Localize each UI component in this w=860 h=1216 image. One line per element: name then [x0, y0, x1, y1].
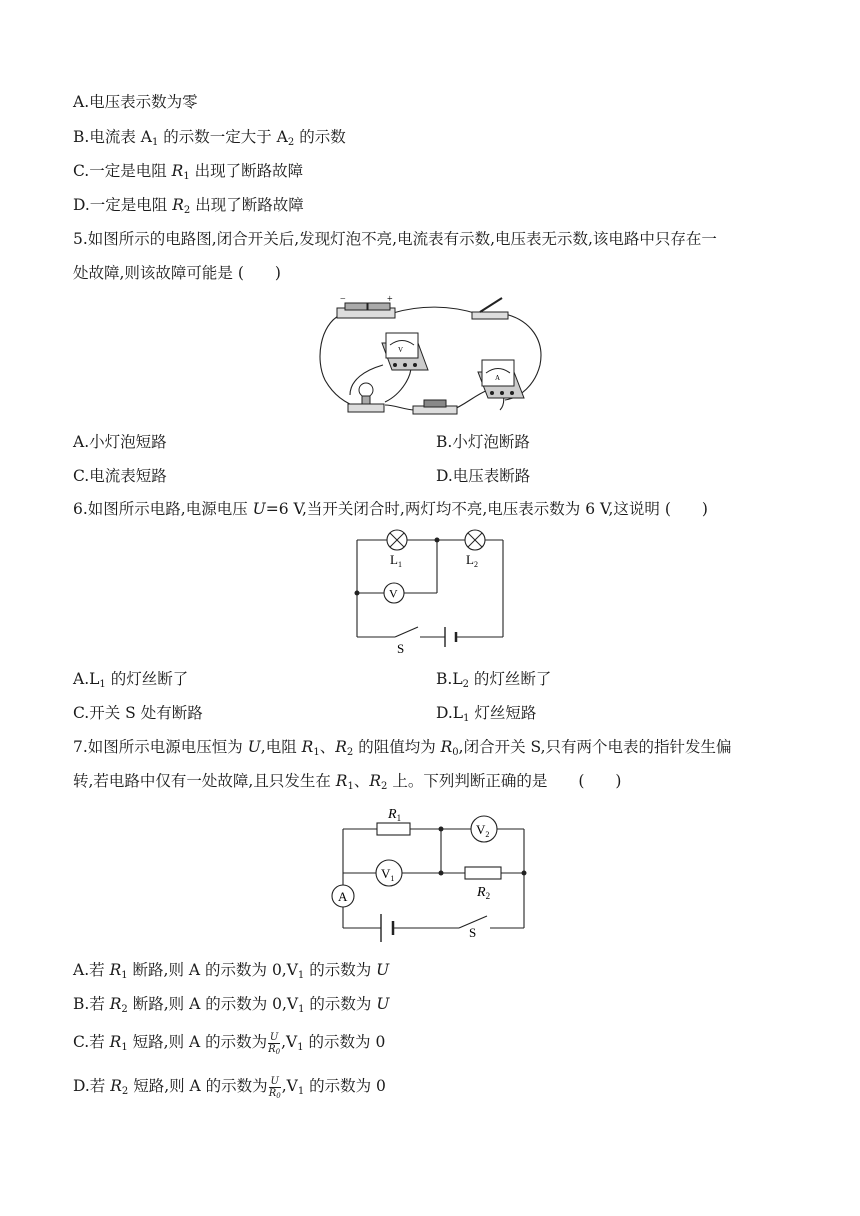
svg-text:V: V: [398, 346, 404, 354]
q7-label-v1: $V_1$: [381, 866, 395, 883]
q6-label-s: S: [397, 641, 405, 656]
q6-label-l2: $L_2$: [466, 552, 478, 569]
q7-label-r2: $R_2$: [477, 885, 491, 901]
q6-option-a: $A.L_1$ 的灯丝断了: [73, 670, 189, 690]
fraction-u-over-r0: $\frac{U}{R_0}$: [268, 1075, 281, 1100]
q4-option-c: C.一定是电阻 $R_1$ 出现了断路故障: [73, 162, 304, 182]
q7-option-c: C.若 $R_1$ 短路,则 A 的示数为 $\frac{U}{R_0}$ $,V_1$ 的示数为 0: [73, 1031, 386, 1056]
q5-option-a: A.小灯泡短路: [73, 433, 167, 451]
q7-label-r1: $R_1$: [388, 807, 402, 823]
q5-option-d: D.电压表断路: [436, 467, 531, 485]
q6-stem: 6.如图所示电路,电源电压 U=6 V,当开关闭合时,两灯均不亮,电压表示数为 6 V,这说明 ( ): [73, 500, 708, 518]
q5-stem-line1: 5.如图所示的电路图,闭合开关后,发现灯泡不亮,电流表有示数,电压表无示数,该电路中只存在一: [73, 230, 717, 248]
svg-text:−: −: [340, 294, 346, 305]
q6-label-l1: $L_1$: [390, 552, 402, 569]
q6-option-c: C.开关 S 处有断路: [73, 704, 203, 722]
q6-option-b: $B.L_2$ 的灯丝断了: [436, 670, 552, 690]
q6-label-v: V: [389, 586, 398, 601]
fraction-u-over-r0: $\frac{U}{R_0}$: [268, 1031, 281, 1056]
q4-option-b: B.电流表 $A_1$ 的示数一定大于 $A_2$ 的示数: [73, 128, 346, 148]
q7-label-s: S: [469, 925, 477, 940]
q4-option-d: D.一定是电阻 $R_2$ 出现了断路故障: [73, 196, 304, 216]
resistor-r1-icon: [377, 823, 410, 835]
q5-option-c: C.电流表短路: [73, 467, 167, 485]
q7-option-a: A.若 $R_1$ 断路,则 A 的示数为 $0,V_1$ 的示数为 U: [73, 961, 390, 981]
resistor-r2-icon: [465, 867, 501, 879]
q7-label-a: A: [338, 889, 348, 904]
q4-option-a: A.电压表示数为零: [73, 93, 198, 111]
svg-text:+: +: [387, 294, 393, 305]
q5-option-b: B.小灯泡断路: [436, 433, 530, 451]
q7-option-b: B.若 $R_2$ 断路,则 A 的示数为 $0,V_1$ 的示数为 U: [73, 995, 390, 1015]
q6-option-d: $D.L_1$ 灯丝短路: [436, 704, 537, 724]
q7-option-d: D.若 $R_2$ 短路,则 A 的示数为 $\frac{U}{R_0}$ $,V_1$ 的示数为 0: [73, 1075, 386, 1100]
q5-stem-line2: 处故障,则该故障可能是 ( ): [73, 264, 281, 282]
q7-label-v2: $V_2$: [476, 822, 490, 839]
q7-stem-line2: 转,若电路中仅有一处故障,且只发生在 $R_1$、$R_2$ 上。下列判断正确的是 ( ): [73, 772, 622, 792]
svg-text:A: A: [495, 374, 501, 382]
q7-stem-line1: 7.如图所示电源电压恒为 U,电阻 $R_1$、$R_2$ 的阻值均为 $R_0$,闭合开关 S,只有两个电表的指针发生偏: [73, 738, 732, 758]
